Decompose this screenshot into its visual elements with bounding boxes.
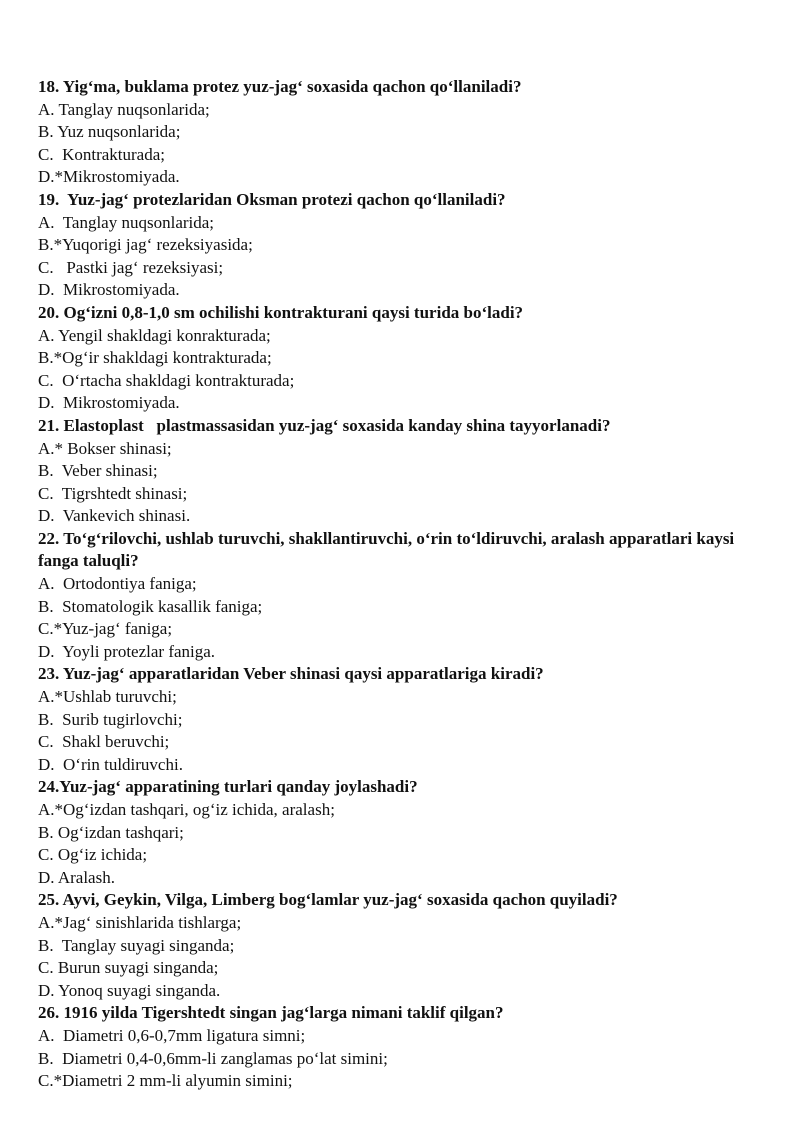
answer-option: C. Og‘iz ichida; xyxy=(38,845,148,865)
answer-option: C. Burun suyagi singanda; xyxy=(38,958,219,978)
question-block xyxy=(38,189,778,302)
question-text: 19. Yuz-jag‘ protezlaridan Oksman protezi qachon qo‘llaniladi? xyxy=(38,189,506,209)
question-text: 21. Elastoplast plastmassasidan yuz-jag‘ soxasida kanday shina tayyorlanadi? xyxy=(38,415,611,435)
answer-option: A.*Jag‘ sinishlarida tishlarga; xyxy=(38,912,242,932)
answer-option: A. Diametri 0,6-0,7mm ligatura simni; xyxy=(38,1025,306,1045)
answer-option: B. Stomatologik kasallik faniga; xyxy=(38,596,263,616)
answer-option: A. Yengil shakldagi konrakturada; xyxy=(38,325,271,345)
question-block xyxy=(38,776,778,889)
answer-option: D. Vankevich shinasi. xyxy=(38,506,191,526)
answer-option: A. Tanglay nuqsonlarida; xyxy=(38,212,215,232)
question-block xyxy=(38,889,778,1002)
question-text: 23. Yuz-jag‘ apparatlaridan Veber shinasi qaysi apparatlariga kiradi? xyxy=(38,664,544,684)
document-page xyxy=(38,76,778,1093)
answer-option: C. Kontrakturada; xyxy=(38,144,165,164)
answer-option: A. Tanglay nuqsonlarida; xyxy=(38,99,210,119)
answer-option: C. O‘rtacha shakldagi kontrakturada; xyxy=(38,370,295,390)
answer-option: C. Shakl beruvchi; xyxy=(38,732,170,752)
answer-option: D. Mikrostomiyada. xyxy=(38,280,180,300)
question-block xyxy=(38,528,778,664)
answer-option: C. Pastki jag‘ rezeksiyasi; xyxy=(38,257,224,277)
answer-option: B. Surib tugirlovchi; xyxy=(38,709,183,729)
answer-option: B.*Og‘ir shakldagi kontrakturada; xyxy=(38,348,272,368)
question-block xyxy=(38,415,778,528)
answer-option: D. Yoyli protezlar faniga. xyxy=(38,641,216,661)
question-text: 22. To‘g‘rilovchi, ushlab turuvchi, shakllantiruvchi, o‘rin to‘ldiruvchi, aralash apparatlari kaysi fanga taluqli? xyxy=(38,528,743,571)
answer-option: B. Tanglay suyagi singanda; xyxy=(38,935,235,955)
question-block xyxy=(38,1002,778,1092)
question-text: 26. 1916 yilda Tigershtedt singan jag‘larga nimani taklif qilgan? xyxy=(38,1003,504,1023)
answer-option: A.* Bokser shinasi; xyxy=(38,438,172,458)
answer-option: C.*Diametri 2 mm-li alyumin simini; xyxy=(38,1071,293,1091)
answer-option: A.*Og‘izdan tashqari, og‘iz ichida, aralash; xyxy=(38,800,335,819)
answer-option: D. Yonoq suyagi singanda. xyxy=(38,980,221,1000)
question-text: 20. Og‘izni 0,8-1,0 sm ochilishi kontrakturani qaysi turida bo‘ladi? xyxy=(38,302,524,322)
question-block xyxy=(38,663,778,776)
question-block xyxy=(38,302,778,415)
answer-option: B. Veber shinasi; xyxy=(38,461,158,481)
answer-option: A.*Ushlab turuvchi; xyxy=(38,687,177,707)
answer-option: D. Aralash. xyxy=(38,867,115,887)
answer-option: C.*Yuz-jag‘ faniga; xyxy=(38,619,173,639)
answer-option: D. Mikrostomiyada. xyxy=(38,393,180,413)
answer-option: C. Tigrshtedt shinasi; xyxy=(38,483,188,503)
answer-option: B. Yuz nuqsonlarida; xyxy=(38,122,181,142)
answer-option: D.*Mikrostomiyada. xyxy=(38,167,180,187)
answer-option: B. Diametri 0,4-0,6mm-li zanglamas po‘lat simini; xyxy=(38,1048,388,1068)
question-text: 24.Yuz-jag‘ apparatining turlari qanday joylashadi? xyxy=(38,777,418,797)
question-text: 18. Yig‘ma, buklama protez yuz-jag‘ soxasida qachon qo‘llaniladi? xyxy=(38,77,522,96)
answer-option: A. Ortodontiya faniga; xyxy=(38,574,197,594)
answer-option: D. O‘rin tuldiruvchi. xyxy=(38,754,183,774)
answer-option: B. Og‘izdan tashqari; xyxy=(38,822,184,842)
answer-option: B.*Yuqorigi jag‘ rezeksiyasida; xyxy=(38,235,253,255)
question-block xyxy=(38,76,778,189)
question-text: 25. Ayvi, Geykin, Vilga, Limberg bog‘lamlar yuz-jag‘ soxasida qachon quyiladi? xyxy=(38,890,618,910)
